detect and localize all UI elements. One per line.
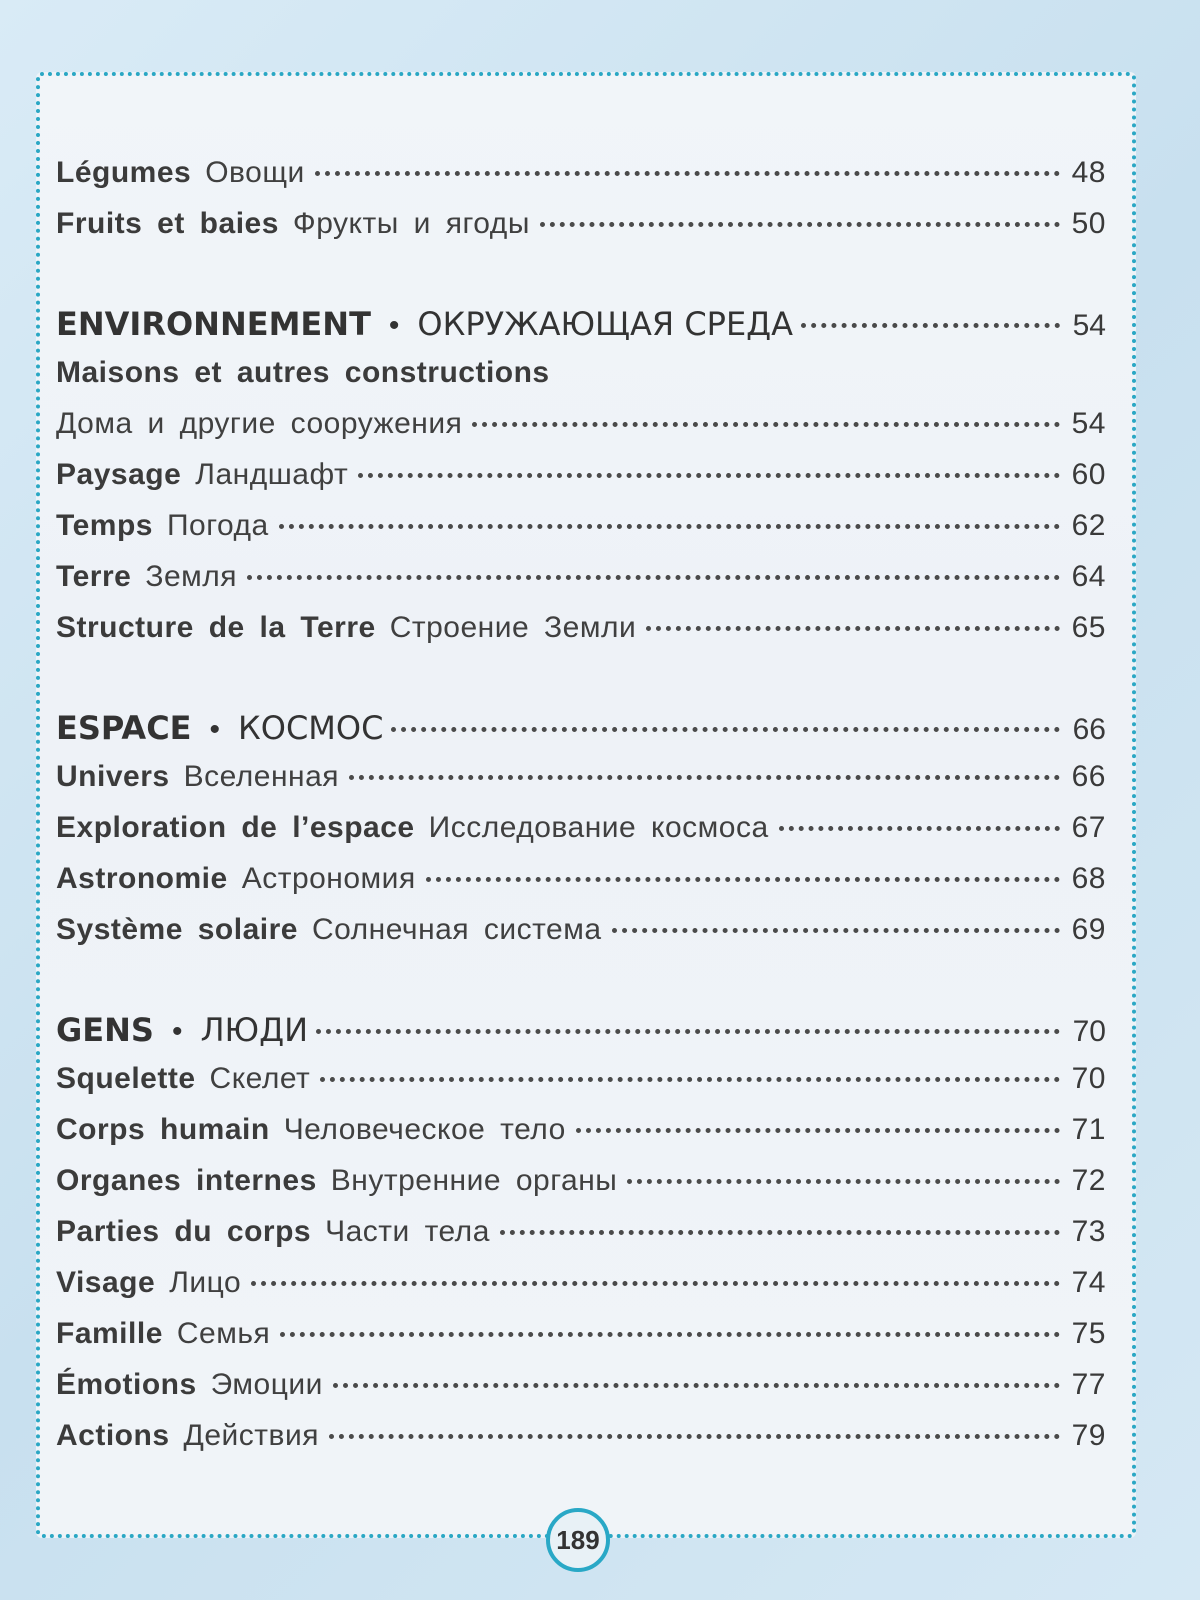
toc-section-espace[interactable]	[56, 709, 1106, 760]
toc-entry-russian: Семья	[176, 1317, 271, 1350]
bullet-separator: •	[171, 1015, 183, 1048]
toc-entry[interactable]	[56, 1419, 1106, 1470]
toc-entry-page: 60	[1071, 458, 1106, 491]
toc-entry-russian: Земля	[145, 560, 238, 593]
toc-entry-french: Astronomie	[56, 862, 228, 895]
toc-entry-french: Temps	[56, 509, 153, 542]
dot-leader	[801, 323, 1060, 328]
dot-leader	[333, 1383, 1060, 1388]
toc-entry-page: 62	[1071, 509, 1106, 542]
toc-entry-russian: Вселенная	[183, 760, 340, 793]
toc-entry-russian: Солнечная система	[311, 913, 602, 946]
toc-entry-french: Légumes	[56, 156, 192, 189]
toc-entry-russian: Эмоции	[210, 1368, 323, 1401]
toc-entry-page: 68	[1071, 862, 1106, 895]
toc-entry-french: Corps humain	[56, 1113, 270, 1146]
toc-entry-page: 77	[1071, 1368, 1106, 1401]
toc-section-environnement[interactable]	[56, 305, 1106, 356]
toc-entry-french: Parties du corps	[56, 1215, 312, 1248]
dot-leader	[426, 877, 1060, 882]
dot-leader	[500, 1230, 1060, 1235]
toc-entry-page: 66	[1071, 760, 1106, 793]
toc-entry-french: Squelette	[56, 1062, 196, 1095]
toc-entry-russian: Части тела	[325, 1215, 490, 1248]
toc-entry-page: 70	[1071, 1062, 1106, 1095]
toc-entry-russian: Дома и другие сооружения	[56, 407, 463, 440]
toc-entry-russian: Фрукты и ягоды	[292, 207, 530, 240]
section-page: 70	[1072, 1015, 1106, 1048]
toc-entry-page: 72	[1071, 1164, 1106, 1197]
dot-leader	[358, 473, 1060, 478]
table-of-contents	[56, 156, 1106, 1470]
toc-entry-page: 75	[1071, 1317, 1106, 1350]
toc-entry-french: Paysage	[56, 458, 182, 491]
toc-section-gens[interactable]	[56, 1011, 1106, 1062]
toc-entry[interactable]	[56, 811, 1106, 862]
toc-entry[interactable]	[56, 611, 1106, 662]
section-title-russian: ОКРУЖАЮЩАЯ СРЕДА	[417, 305, 794, 343]
toc-entry[interactable]	[56, 1266, 1106, 1317]
toc-entry-russian: Человеческое тело	[283, 1113, 566, 1146]
dot-leader	[247, 575, 1060, 580]
toc-entry-french: Terre	[56, 560, 132, 593]
toc-entry-russian: Овощи	[205, 156, 305, 189]
bullet-separator: •	[388, 309, 400, 342]
toc-entry-page: 74	[1071, 1266, 1106, 1299]
section-title-russian: ЛЮДИ	[200, 1011, 309, 1049]
toc-entry-french: Émotions	[56, 1368, 197, 1401]
toc-entry[interactable]	[56, 407, 1106, 458]
section-gap	[56, 964, 1106, 1011]
dot-leader	[472, 422, 1060, 427]
section-gap	[56, 258, 1106, 305]
toc-entry-russian: Погода	[166, 509, 269, 542]
toc-entry-russian: Лицо	[169, 1266, 242, 1299]
toc-entry[interactable]	[56, 156, 1106, 207]
dot-leader	[279, 524, 1060, 529]
section-gap	[56, 662, 1106, 709]
toc-entry-page: 79	[1071, 1419, 1106, 1452]
toc-entry[interactable]	[56, 560, 1106, 611]
toc-entry-page: 50	[1071, 207, 1106, 240]
dot-leader	[612, 928, 1060, 933]
toc-entry-french: Exploration de l’espace	[56, 811, 415, 844]
toc-entry-page: 67	[1071, 811, 1106, 844]
toc-entry-page: 73	[1071, 1215, 1106, 1248]
toc-entry[interactable]	[56, 207, 1106, 258]
dot-leader	[315, 171, 1060, 176]
toc-entry[interactable]	[56, 458, 1106, 509]
section-title-french: ESPACE	[56, 709, 192, 747]
toc-entry[interactable]	[56, 1317, 1106, 1368]
dot-leader	[646, 626, 1060, 631]
toc-entry[interactable]	[56, 1113, 1106, 1164]
dot-leader	[251, 1281, 1060, 1286]
toc-entry[interactable]	[56, 1368, 1106, 1419]
dot-leader	[316, 1029, 1060, 1034]
dot-leader	[349, 775, 1060, 780]
toc-entry-russian: Действия	[183, 1419, 319, 1452]
section-title-french: GENS	[56, 1011, 154, 1049]
toc-entry[interactable]	[56, 509, 1106, 560]
toc-entry-french: Univers	[56, 760, 170, 793]
section-page: 54	[1072, 309, 1106, 342]
dot-leader	[540, 222, 1060, 227]
section-title-french: ENVIRONNEMENT	[56, 305, 371, 343]
dot-leader	[627, 1179, 1060, 1184]
toc-entry-french: Famille	[56, 1317, 163, 1350]
toc-entry-russian: Скелет	[209, 1062, 311, 1095]
toc-entry[interactable]	[56, 760, 1106, 811]
dot-leader	[779, 826, 1060, 831]
toc-subheading: Maisons et autres constructions	[56, 356, 550, 389]
dot-leader	[320, 1077, 1060, 1082]
toc-entry-page: 54	[1071, 407, 1106, 440]
toc-entry-russian: Исследование космоса	[428, 811, 769, 844]
toc-entry-page: 71	[1071, 1113, 1106, 1146]
dot-leader	[576, 1128, 1060, 1133]
toc-entry-french: Organes internes	[56, 1164, 317, 1197]
toc-entry[interactable]	[56, 862, 1106, 913]
toc-entry-russian: Ландшафт	[195, 458, 349, 491]
toc-entry-page: 65	[1071, 611, 1106, 644]
toc-entry-russian: Внутренние органы	[330, 1164, 618, 1197]
toc-entry-page: 64	[1071, 560, 1106, 593]
bullet-separator: •	[209, 713, 221, 746]
dot-leader	[329, 1434, 1060, 1439]
toc-entry[interactable]	[56, 913, 1106, 964]
section-title-russian: КОСМОС	[238, 709, 384, 747]
toc-entry[interactable]	[56, 1164, 1106, 1215]
toc-entry-russian: Астрономия	[241, 862, 416, 895]
toc-entry-russian: Строение Земли	[389, 611, 637, 644]
toc-entry-french: Structure de la Terre	[56, 611, 376, 644]
toc-entry[interactable]	[56, 1062, 1106, 1113]
toc-entry-page: 48	[1071, 156, 1106, 189]
toc-entry-french: Système solaire	[56, 913, 298, 946]
toc-entry-french: Visage	[56, 1266, 156, 1299]
page-number-badge: 189	[546, 1508, 610, 1572]
toc-entry-french: Actions	[56, 1419, 170, 1452]
section-page: 66	[1072, 713, 1106, 746]
dot-leader	[280, 1332, 1060, 1337]
toc-entry-french: Fruits et baies	[56, 207, 279, 240]
dot-leader	[391, 727, 1060, 732]
toc-entry[interactable]	[56, 1215, 1106, 1266]
toc-entry-page: 69	[1071, 913, 1106, 946]
